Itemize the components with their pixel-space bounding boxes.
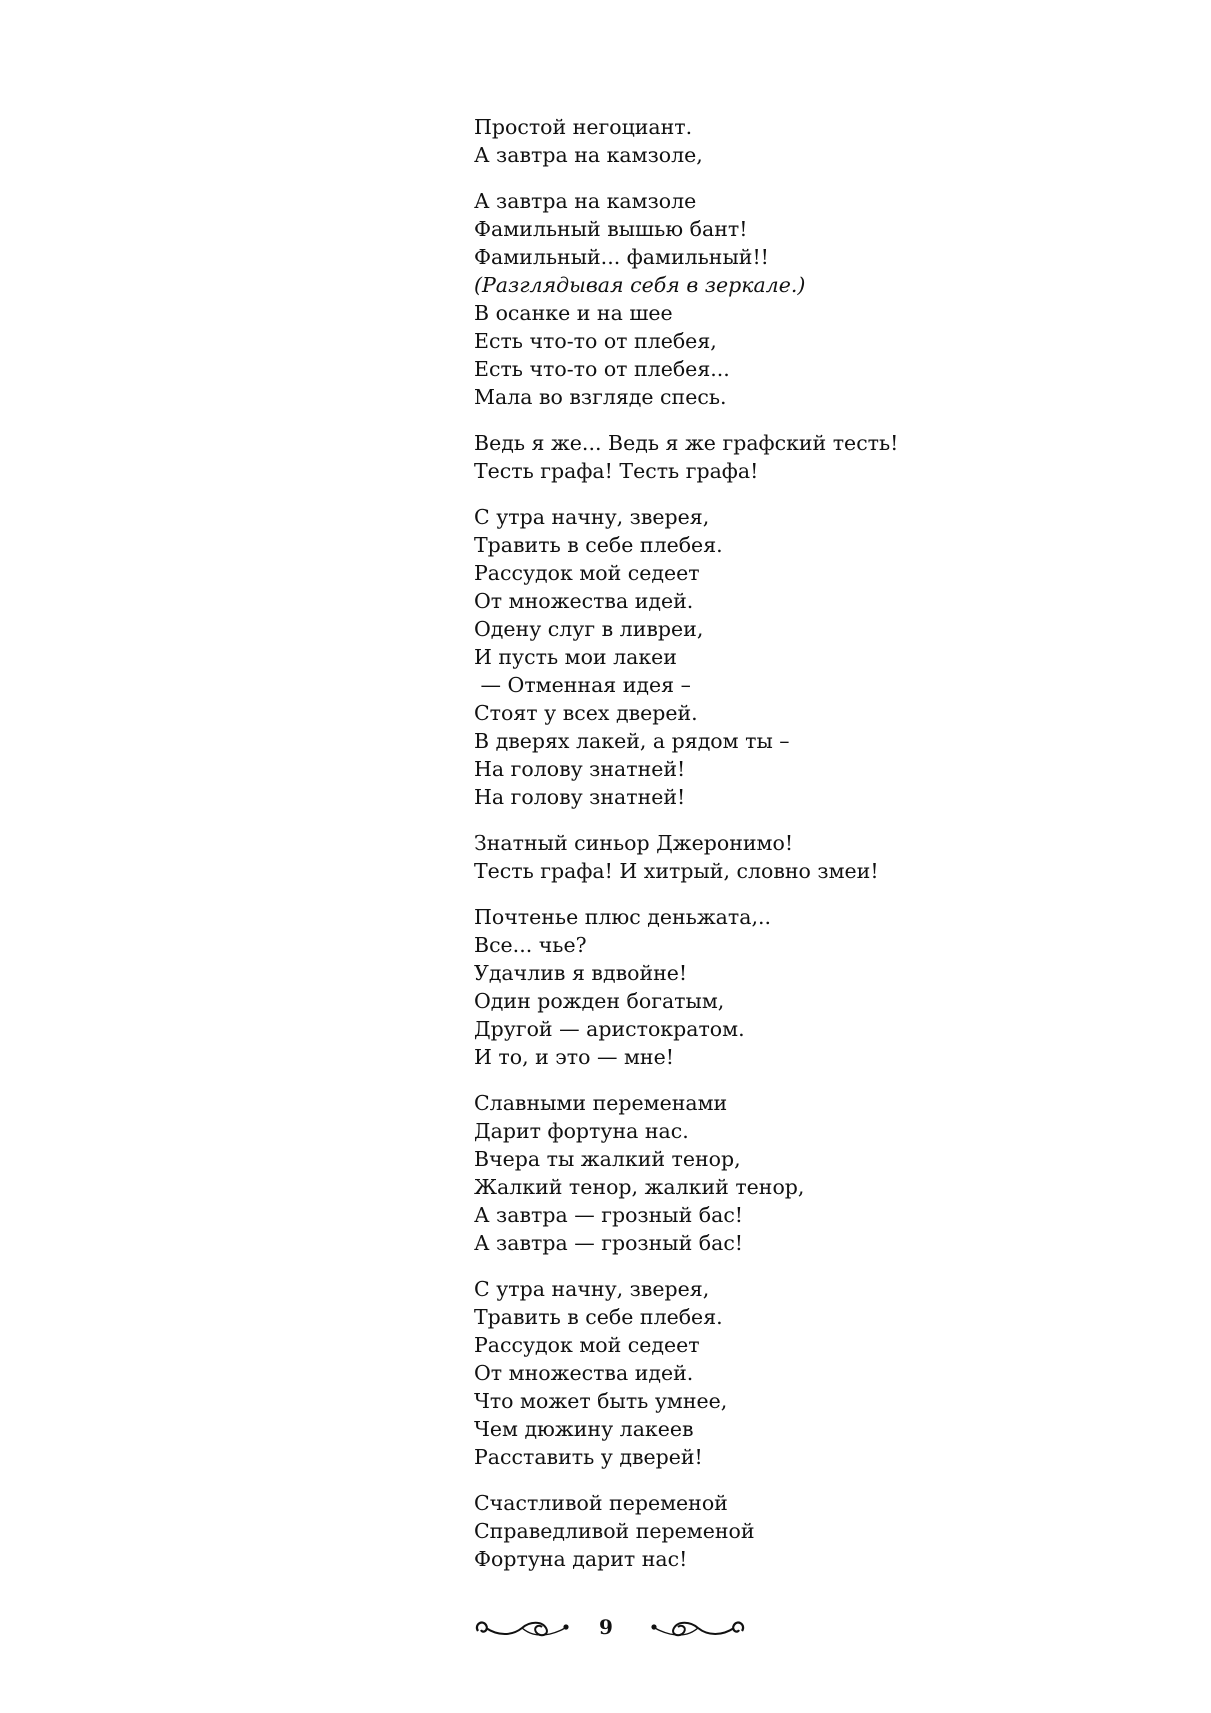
poem-text — [474, 113, 1094, 1591]
page-footer — [0, 1609, 1211, 1649]
verse-line: Травить в себе плебея. — [474, 1305, 723, 1329]
verse-line: Стоят у всех дверей. — [474, 701, 698, 725]
verse-line: Один рожден богатым, — [474, 989, 725, 1013]
verse-line: Тесть графа! Тесть графа! — [474, 459, 759, 483]
verse-line: Вчера ты жалкий тенор, — [474, 1147, 741, 1171]
right-flourish-icon — [650, 1615, 748, 1641]
verse-line: А завтра — грозный бас! — [474, 1231, 744, 1255]
stanza — [474, 1489, 1094, 1573]
verse-line: Почтенье плюс деньжата,.. — [474, 905, 772, 929]
verse-line: На голову знатней! — [474, 785, 686, 809]
left-flourish-icon — [472, 1615, 570, 1641]
verse-line: Расставить у дверей! — [474, 1445, 703, 1469]
verse-line: Фортуна дарит нас! — [474, 1547, 688, 1571]
verse-line: Знатный синьор Джеронимо! — [474, 831, 794, 855]
stanza — [474, 903, 1094, 1071]
verse-line: Славными переменами — [474, 1091, 728, 1115]
stanza — [474, 829, 1094, 885]
stage-direction: (Разглядывая себя в зеркале.) — [474, 273, 806, 297]
verse-line: Фамильный... фамильный!! — [474, 245, 769, 269]
verse-line: Фамильный вышью бант! — [474, 217, 748, 241]
verse-line: Одену слуг в ливреи, — [474, 617, 704, 641]
verse-line: Тесть графа! И хитрый, словно змеи! — [474, 859, 879, 883]
verse-line: Травить в себе плебея. — [474, 533, 723, 557]
verse-line: И то, и это — мне! — [474, 1045, 674, 1069]
verse-line: Дарит фортуна нас. — [474, 1119, 689, 1143]
verse-line: Ведь я же... Ведь я же графский тесть! — [474, 431, 899, 455]
stanza — [474, 113, 1094, 169]
verse-line: А завтра — грозный бас! — [474, 1203, 744, 1227]
verse-line: От множества идей. — [474, 1361, 694, 1385]
verse-line: А завтра на камзоле, — [474, 143, 703, 167]
stanza — [474, 1089, 1094, 1257]
verse-line: Мала во взгляде спесь. — [474, 385, 727, 409]
stanza — [474, 187, 1094, 411]
verse-line: И пусть мои лакеи — [474, 645, 677, 669]
verse-line: Рассудок мой седеет — [474, 561, 700, 585]
verse-line: Жалкий тенор, жалкий тенор, — [474, 1175, 805, 1199]
verse-line: Рассудок мой седеет — [474, 1333, 700, 1357]
page-number: 9 — [599, 1615, 613, 1639]
stanza — [474, 503, 1094, 811]
verse-line: С утра начну, зверея, — [474, 1277, 710, 1301]
verse-line: С утра начну, зверея, — [474, 505, 710, 529]
stanza — [474, 429, 1094, 485]
verse-line: В осанке и на шее — [474, 301, 673, 325]
verse-line: От множества идей. — [474, 589, 694, 613]
verse-line: Чем дюжину лакеев — [474, 1417, 694, 1441]
verse-line: Справедливой переменой — [474, 1519, 755, 1543]
verse-line: Счастливой переменой — [474, 1491, 728, 1515]
stanza — [474, 1275, 1094, 1471]
verse-line: Есть что-то от плебея, — [474, 329, 717, 353]
verse-line: Все... чье? — [474, 933, 587, 957]
verse-line: На голову знатней! — [474, 757, 686, 781]
verse-line: Другой — аристократом. — [474, 1017, 745, 1041]
verse-line: — Отменная идея – — [474, 673, 691, 697]
verse-line: В дверях лакей, а рядом ты – — [474, 729, 790, 753]
verse-line: А завтра на камзоле — [474, 189, 697, 213]
verse-line: Есть что-то от плебея... — [474, 357, 730, 381]
verse-line: Удачлив я вдвойне! — [474, 961, 688, 985]
verse-line: Простой негоциант. — [474, 115, 693, 139]
verse-line: Что может быть умнее, — [474, 1389, 728, 1413]
